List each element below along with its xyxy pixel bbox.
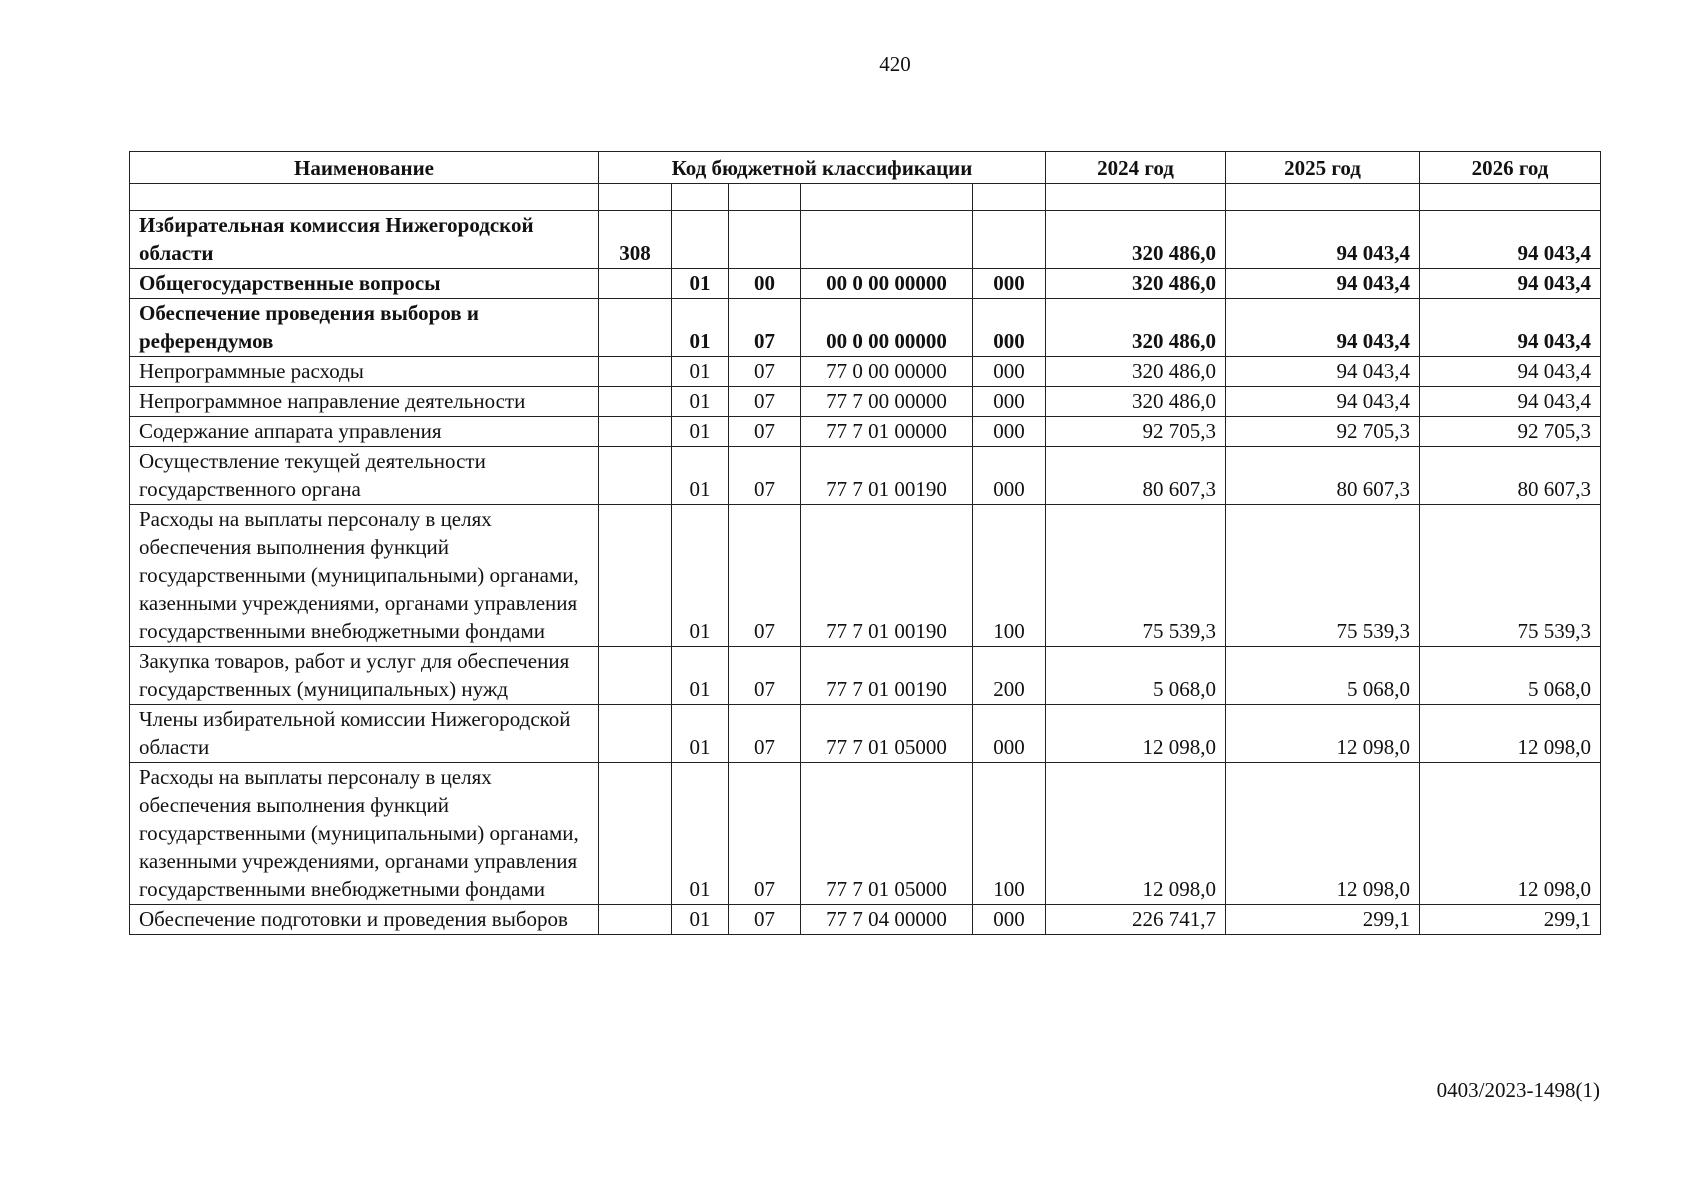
row-amount-2025: 75 539,3 <box>1226 505 1420 647</box>
row-amount-2026: 12 098,0 <box>1420 705 1601 763</box>
row-amount-2026: 299,1 <box>1420 905 1601 935</box>
row-amount-2024: 320 486,0 <box>1046 211 1226 269</box>
row-target-article-code: 00 0 00 00000 <box>801 269 973 299</box>
row-amount-2025: 94 043,4 <box>1226 211 1420 269</box>
row-name: Члены избирательной комиссии Нижегородской области <box>130 705 599 763</box>
row-section-code: 01 <box>672 269 729 299</box>
row-subsection-code <box>729 211 801 269</box>
row-ved-code <box>599 387 672 417</box>
row-target-article-code: 77 7 01 05000 <box>801 763 973 905</box>
row-amount-2025: 94 043,4 <box>1226 387 1420 417</box>
row-section-code: 01 <box>672 705 729 763</box>
row-expense-type-code: 000 <box>973 447 1046 505</box>
row-amount-2024: 80 607,3 <box>1046 447 1226 505</box>
table-header-row <box>130 152 1601 184</box>
table-row <box>130 447 1601 505</box>
row-target-article-code: 77 0 00 00000 <box>801 357 973 387</box>
header-budget-code: Код бюджетной классификации <box>599 152 1046 184</box>
page-number: 420 <box>879 52 911 76</box>
row-amount-2025: 94 043,4 <box>1226 269 1420 299</box>
row-name: Общегосударственные вопросы <box>130 269 599 299</box>
row-target-article-code: 00 0 00 00000 <box>801 299 973 357</box>
row-ved-code <box>599 269 672 299</box>
row-section-code: 01 <box>672 447 729 505</box>
row-section-code: 01 <box>672 763 729 905</box>
row-expense-type-code: 000 <box>973 299 1046 357</box>
row-expense-type-code: 000 <box>973 269 1046 299</box>
row-expense-type-code: 100 <box>973 505 1046 647</box>
row-amount-2025: 94 043,4 <box>1226 299 1420 357</box>
row-amount-2025: 80 607,3 <box>1226 447 1420 505</box>
row-target-article-code <box>801 211 973 269</box>
row-amount-2025: 299,1 <box>1226 905 1420 935</box>
row-amount-2025: 12 098,0 <box>1226 763 1420 905</box>
table-row <box>130 763 1601 905</box>
header-name: Наименование <box>130 152 599 184</box>
row-ved-code: 308 <box>599 211 672 269</box>
row-amount-2024: 92 705,3 <box>1046 417 1226 447</box>
row-section-code: 01 <box>672 357 729 387</box>
row-subsection-code: 07 <box>729 387 801 417</box>
row-section-code: 01 <box>672 647 729 705</box>
row-amount-2024: 320 486,0 <box>1046 299 1226 357</box>
row-subsection-code: 07 <box>729 357 801 387</box>
row-name: Содержание аппарата управления <box>130 417 599 447</box>
row-subsection-code: 07 <box>729 647 801 705</box>
row-amount-2024: 320 486,0 <box>1046 357 1226 387</box>
header-2024: 2024 год <box>1046 152 1226 184</box>
row-amount-2025: 94 043,4 <box>1226 357 1420 387</box>
row-ved-code <box>599 447 672 505</box>
row-name: Расходы на выплаты персоналу в целях обеспечения выполнения функций государственными (муниципальными) органами, казенными учреждениями, органами управления государственными внебюджетными фондами <box>130 505 599 647</box>
row-amount-2026: 12 098,0 <box>1420 763 1601 905</box>
row-amount-2026: 94 043,4 <box>1420 211 1601 269</box>
row-ved-code <box>599 357 672 387</box>
budget-table <box>129 151 1601 935</box>
row-name: Непрограммное направление деятельности <box>130 387 599 417</box>
row-name: Избирательная комиссия Нижегородской области <box>130 211 599 269</box>
header-2026: 2026 год <box>1420 152 1601 184</box>
row-ved-code <box>599 705 672 763</box>
row-amount-2026: 94 043,4 <box>1420 357 1601 387</box>
row-amount-2024: 12 098,0 <box>1046 763 1226 905</box>
row-expense-type-code: 100 <box>973 763 1046 905</box>
row-expense-type-code: 200 <box>973 647 1046 705</box>
row-ved-code <box>599 763 672 905</box>
row-subsection-code: 07 <box>729 447 801 505</box>
row-target-article-code: 77 7 00 00000 <box>801 387 973 417</box>
row-section-code: 01 <box>672 905 729 935</box>
row-amount-2024: 320 486,0 <box>1046 387 1226 417</box>
header-2025: 2025 год <box>1226 152 1420 184</box>
row-subsection-code: 07 <box>729 417 801 447</box>
row-amount-2026: 94 043,4 <box>1420 269 1601 299</box>
table-row <box>130 357 1601 387</box>
row-subsection-code: 00 <box>729 269 801 299</box>
row-subsection-code: 07 <box>729 905 801 935</box>
row-amount-2024: 75 539,3 <box>1046 505 1226 647</box>
row-amount-2024: 226 741,7 <box>1046 905 1226 935</box>
row-ved-code <box>599 647 672 705</box>
row-amount-2025: 5 068,0 <box>1226 647 1420 705</box>
row-subsection-code: 07 <box>729 505 801 647</box>
table-row <box>130 387 1601 417</box>
row-target-article-code: 77 7 01 00190 <box>801 505 973 647</box>
row-section-code: 01 <box>672 505 729 647</box>
table-row <box>130 269 1601 299</box>
row-amount-2024: 5 068,0 <box>1046 647 1226 705</box>
table-row <box>130 211 1601 269</box>
row-target-article-code: 77 7 01 00000 <box>801 417 973 447</box>
table-row <box>130 417 1601 447</box>
row-name: Расходы на выплаты персоналу в целях обеспечения выполнения функций государственными (муниципальными) органами, казенными учреждениями, органами управления государственными внебюджетными фондами <box>130 763 599 905</box>
row-amount-2026: 80 607,3 <box>1420 447 1601 505</box>
row-section-code <box>672 211 729 269</box>
row-amount-2026: 92 705,3 <box>1420 417 1601 447</box>
row-subsection-code: 07 <box>729 763 801 905</box>
row-ved-code <box>599 417 672 447</box>
row-target-article-code: 77 7 04 00000 <box>801 905 973 935</box>
row-expense-type-code: 000 <box>973 705 1046 763</box>
row-name: Обеспечение проведения выборов и референдумов <box>130 299 599 357</box>
table-row <box>130 299 1601 357</box>
row-expense-type-code <box>973 211 1046 269</box>
row-expense-type-code: 000 <box>973 357 1046 387</box>
row-amount-2026: 5 068,0 <box>1420 647 1601 705</box>
row-amount-2026: 94 043,4 <box>1420 387 1601 417</box>
row-ved-code <box>599 505 672 647</box>
row-expense-type-code: 000 <box>973 905 1046 935</box>
table-spacer-row <box>130 184 1601 211</box>
row-target-article-code: 77 7 01 05000 <box>801 705 973 763</box>
row-section-code: 01 <box>672 299 729 357</box>
table-row <box>130 647 1601 705</box>
row-expense-type-code: 000 <box>973 387 1046 417</box>
row-name: Непрограммные расходы <box>130 357 599 387</box>
row-amount-2024: 12 098,0 <box>1046 705 1226 763</box>
row-subsection-code: 07 <box>729 299 801 357</box>
table-body <box>130 211 1601 935</box>
row-amount-2025: 92 705,3 <box>1226 417 1420 447</box>
row-target-article-code: 77 7 01 00190 <box>801 447 973 505</box>
document-code: 0403/2023-1498(1) <box>1436 1078 1600 1102</box>
row-amount-2026: 75 539,3 <box>1420 505 1601 647</box>
row-name: Осуществление текущей деятельности государственного органа <box>130 447 599 505</box>
row-ved-code <box>599 905 672 935</box>
row-subsection-code: 07 <box>729 705 801 763</box>
row-section-code: 01 <box>672 387 729 417</box>
table-row <box>130 905 1601 935</box>
row-name: Закупка товаров, работ и услуг для обеспечения государственных (муниципальных) нужд <box>130 647 599 705</box>
row-amount-2024: 320 486,0 <box>1046 269 1226 299</box>
table-row <box>130 705 1601 763</box>
row-amount-2025: 12 098,0 <box>1226 705 1420 763</box>
row-name: Обеспечение подготовки и проведения выборов <box>130 905 599 935</box>
row-target-article-code: 77 7 01 00190 <box>801 647 973 705</box>
row-amount-2026: 94 043,4 <box>1420 299 1601 357</box>
row-expense-type-code: 000 <box>973 417 1046 447</box>
row-section-code: 01 <box>672 417 729 447</box>
table-row <box>130 505 1601 647</box>
row-ved-code <box>599 299 672 357</box>
